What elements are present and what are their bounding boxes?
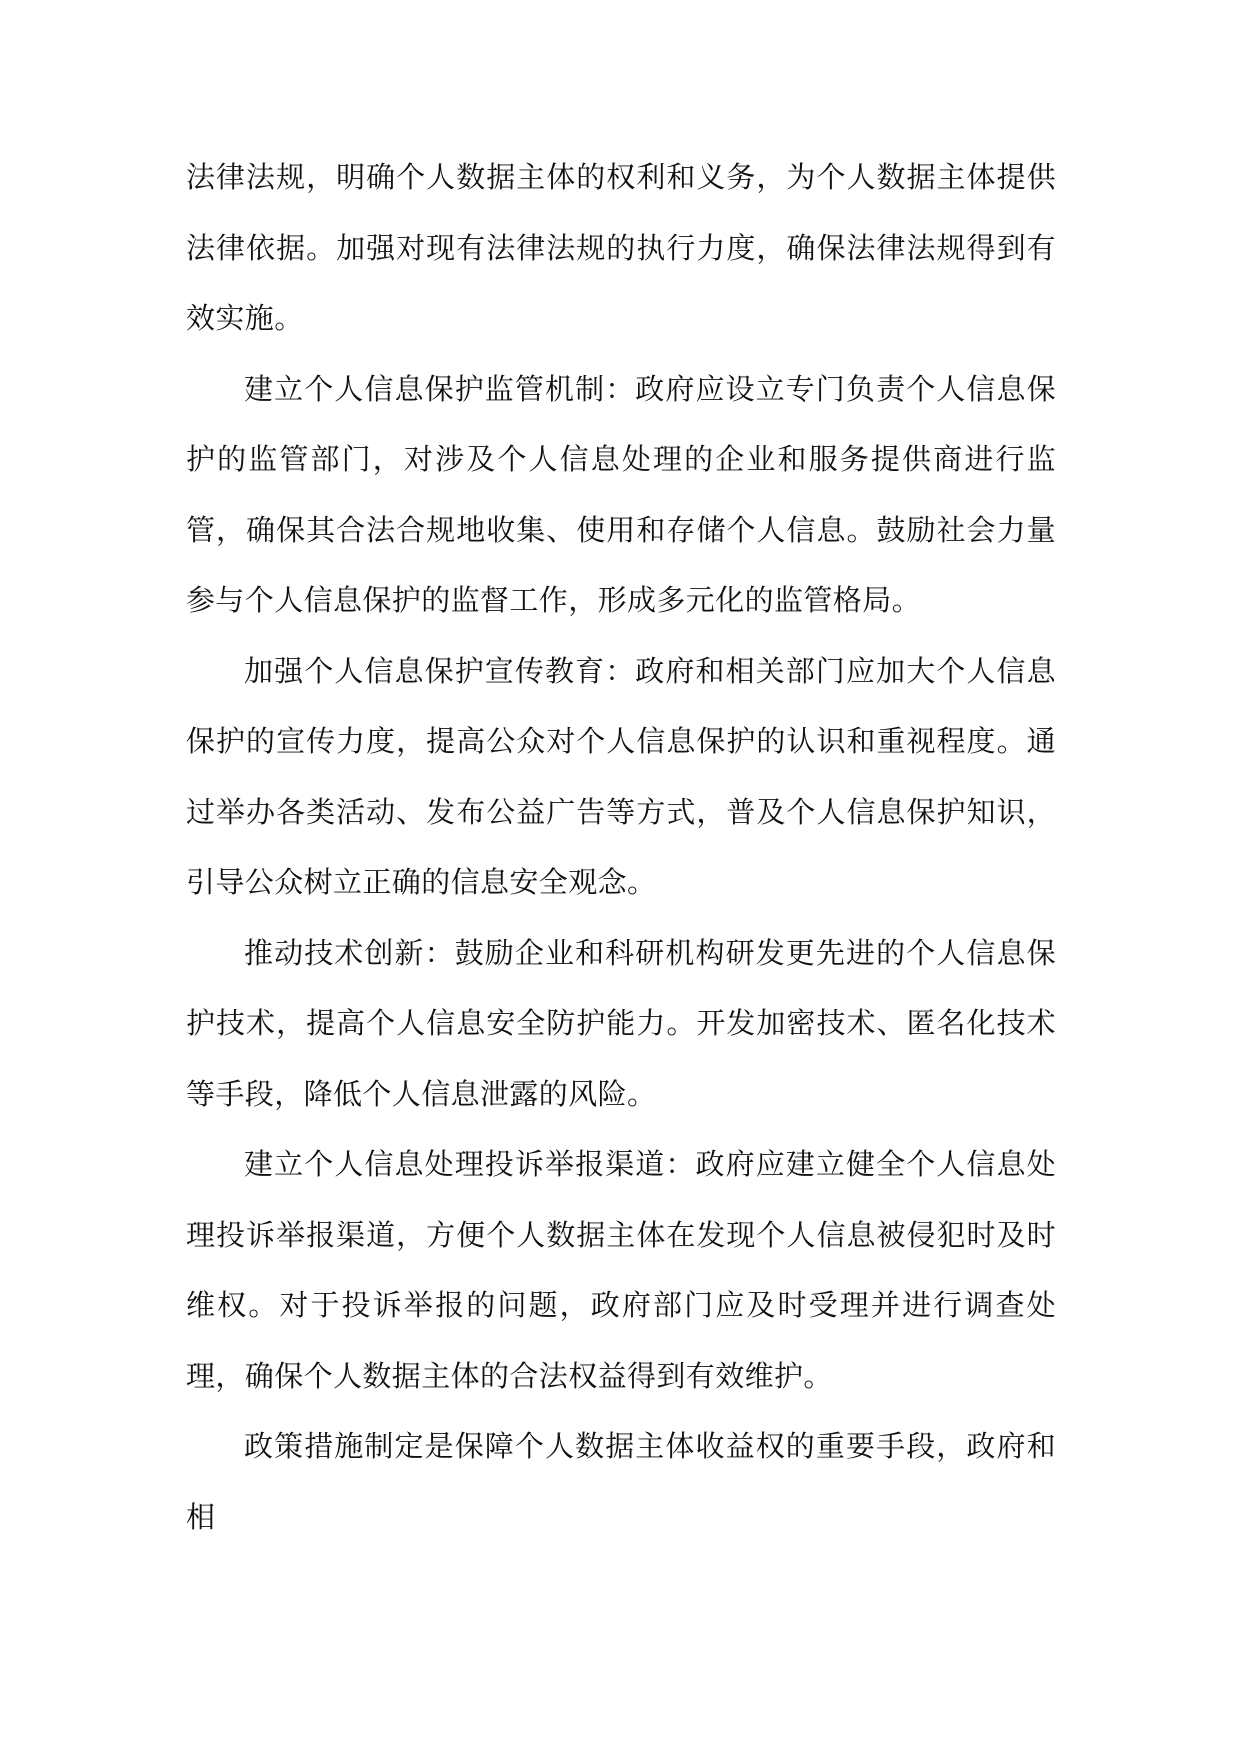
paragraph-supervision-mechanism: 建立个人信息保护监管机制：政府应设立专门负责个人信息保护的监管部门，对涉及个人信息处理的企业和服务提供商进行监管，确保其合法合规地收集、使用和存储个人信息。鼓励社会力量参与个人信息保护的监督工作，形成多元化的监管格局。: [186, 371, 1056, 617]
paragraph-publicity-education: 加强个人信息保护宣传教育：政府和相关部门应加大个人信息保护的宣传力度，提高公众对个人信息保护的认识和重视程度。通过举办各类活动、发布公益广告等方式，普及个人信息保护知识，引导公众树立正确的信息安全观念。: [186, 653, 1056, 899]
paragraph-continuation: 法律法规，明确个人数据主体的权利和义务，为个人数据主体提供法律依据。加强对现有法律法规的执行力度，确保法律法规得到有效实施。: [186, 160, 1056, 335]
paragraph-policy-measures: 政策措施制定是保障个人数据主体收益权的重要手段，政府和相: [186, 1429, 1056, 1534]
paragraph-technology-innovation: 推动技术创新：鼓励企业和科研机构研发更先进的个人信息保护技术，提高个人信息安全防护能力。开发加密技术、匿名化技术等手段，降低个人信息泄露的风险。: [186, 935, 1056, 1111]
document-body: [186, 142, 1056, 1552]
paragraph-complaint-channel: 建立个人信息处理投诉举报渠道：政府应建立健全个人信息处理投诉举报渠道，方便个人数据主体在发现个人信息被侵犯时及时维权。对于投诉举报的问题，政府部门应及时受理并进行调查处理，确保个人数据主体的合法权益得到有效维护。: [186, 1147, 1056, 1393]
